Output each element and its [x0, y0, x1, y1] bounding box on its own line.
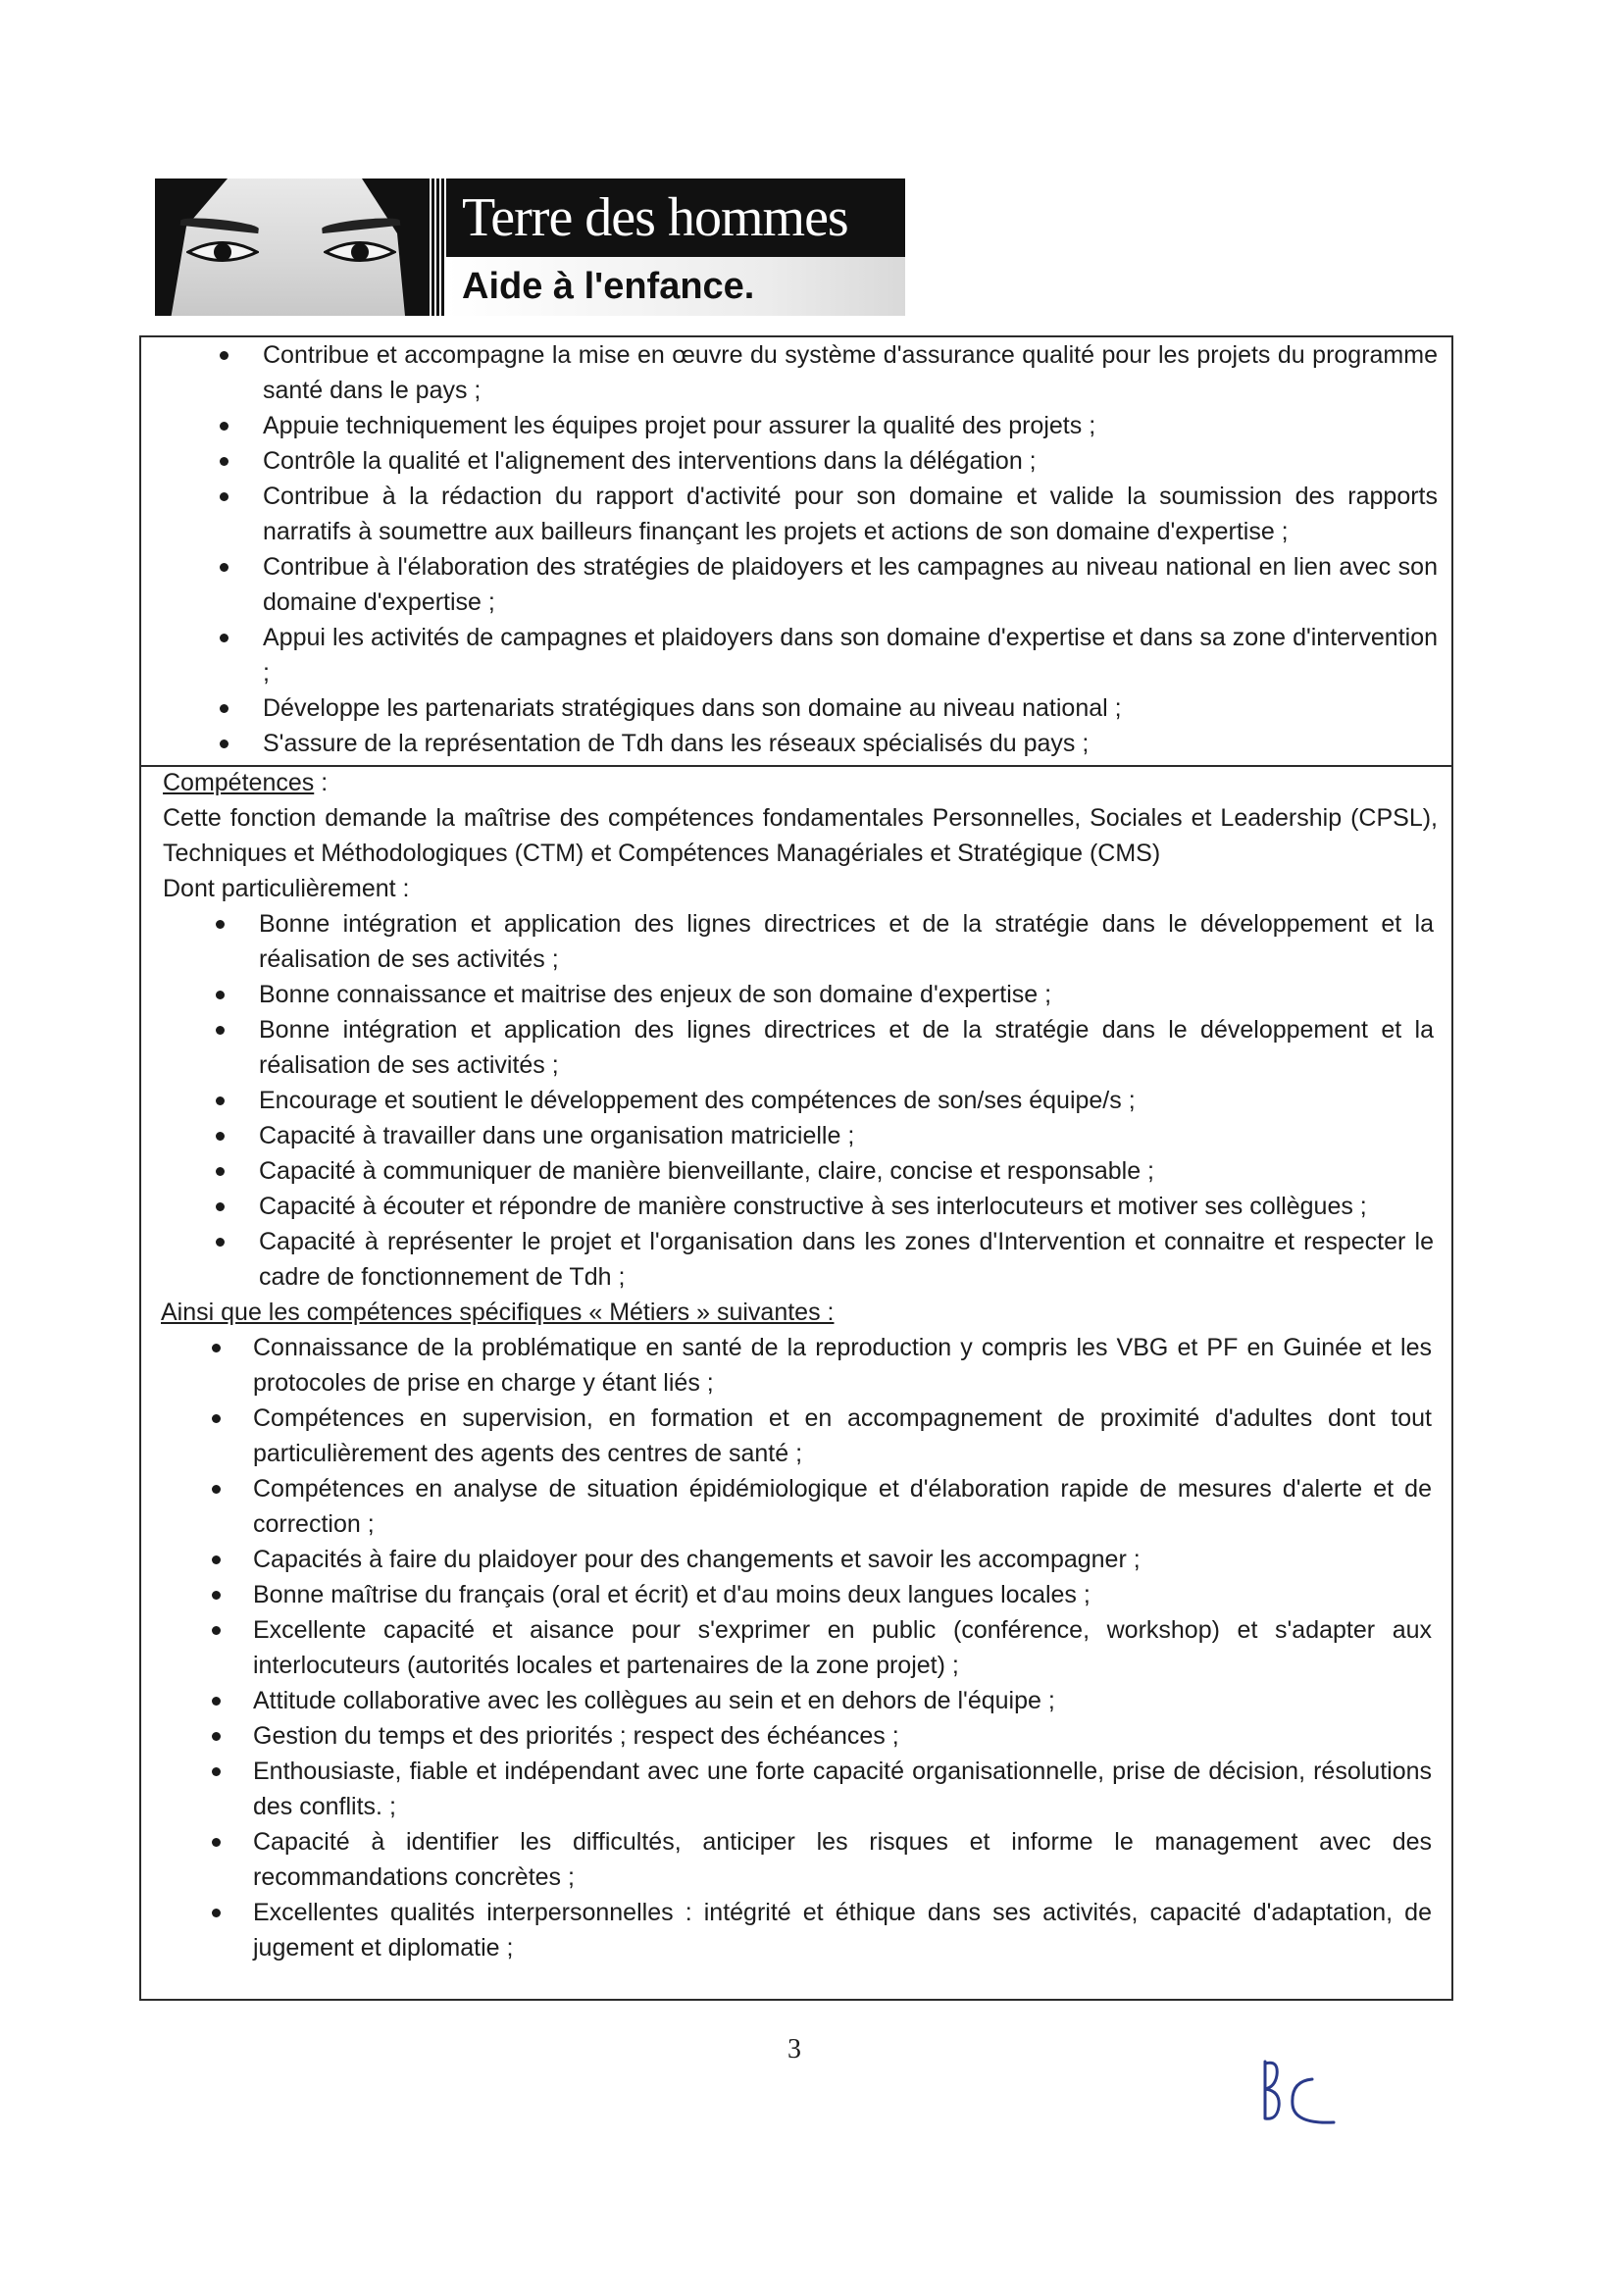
competences-heading-text: Compétences — [163, 769, 315, 796]
eye-left-icon — [186, 239, 259, 265]
list-item: Développe les partenariats stratégiques dans son domaine au niveau national ; — [263, 690, 1438, 726]
content-table — [139, 335, 1453, 2001]
list-item: Contribue à l'élaboration des stratégies de plaidoyers et les campagnes au niveau national en lien avec son domaine d'expertise ; — [263, 549, 1438, 620]
list-item: Compétences en supervision, en formation et en accompagnement de proximité d'adultes dont tout particulièrement des agents des centres de santé ; — [253, 1401, 1432, 1471]
list-item: Bonne intégration et application des lignes directrices et de la stratégie dans le développement et la réalisation de ses activités ; — [259, 906, 1434, 977]
list-item: Contribue à la rédaction du rapport d'activité pour son domaine et valide la soumission des rapports narratifs à soumettre aux bailleurs finançant les projets et actions de son domaine d'expertise ; — [263, 479, 1438, 549]
competences-intro: Cette fonction demande la maîtrise des compétences fondamentales Personnelles, Sociales et Leadership (CPSL), Techniques et Méthodologiques (CTM) et Compétences Managériales et Stratégique (CMS) — [163, 804, 1438, 867]
metiers-list — [141, 1330, 1451, 1965]
competences-list — [141, 906, 1451, 1295]
brand-subtitle: Aide à l'enfance. — [446, 257, 905, 316]
competences-heading — [163, 765, 1451, 800]
list-item: Capacités à faire du plaidoyer pour des changements et savoir les accompagner ; — [253, 1542, 1432, 1577]
list-item: Appuie techniquement les équipes projet pour assurer la qualité des projets ; — [263, 408, 1438, 443]
list-item: Compétences en analyse de situation épidémiologique et d'élaboration rapide de mesures d'alerte et de correction ; — [253, 1471, 1432, 1542]
list-item: Bonne maîtrise du français (oral et écrit) et d'au moins deux langues locales ; — [253, 1577, 1432, 1612]
eyebrow-right — [322, 216, 401, 233]
list-item: Capacité à représenter le projet et l'organisation dans les zones d'Intervention et connaitre et respecter le cadre de fonctionnement de Tdh ; — [259, 1224, 1434, 1295]
terre-des-hommes-logo — [155, 178, 905, 316]
list-item: S'assure de la représentation de Tdh dans les réseaux spécialisés du pays ; — [263, 726, 1438, 761]
handwritten-initials-icon — [1255, 2050, 1344, 2138]
page-number: 3 — [787, 2034, 801, 2065]
list-item: Contribue et accompagne la mise en œuvre du système d'assurance qualité pour les projets du programme santé dans le pays ; — [263, 337, 1438, 408]
list-item: Capacité à travailler dans une organisation matricielle ; — [259, 1118, 1434, 1153]
list-item: Capacité à identifier les difficultés, anticiper les risques et informe le management avec des recommandations concrètes ; — [253, 1824, 1432, 1895]
list-item: Encourage et soutient le développement des compétences de son/ses équipe/s ; — [259, 1083, 1434, 1118]
list-item: Capacité à communiquer de manière bienveillante, claire, concise et responsable ; — [259, 1153, 1434, 1189]
competences-intro-2: Dont particulièrement : — [163, 875, 410, 902]
list-item: Enthousiaste, fiable et indépendant avec une forte capacité organisationnelle, prise de décision, résolutions des conflits. ; — [253, 1754, 1432, 1824]
list-item: Bonne intégration et application des lignes directrices et de la stratégie dans le développement et la réalisation de ses activités ; — [259, 1012, 1434, 1083]
missions-list — [141, 337, 1451, 761]
list-item: Appui les activités de campagnes et plaidoyers dans son domaine d'expertise et dans sa zone d'intervention ; — [263, 620, 1438, 690]
list-item: Contrôle la qualité et l'alignement des interventions dans la délégation ; — [263, 443, 1438, 479]
logo-barcode-divider — [427, 178, 444, 316]
list-item: Capacité à écouter et répondre de manière constructive à ses interlocuteurs et motiver ses collègues ; — [259, 1189, 1434, 1224]
metiers-heading: Ainsi que les compétences spécifiques « Métiers » suivantes : — [161, 1299, 835, 1326]
list-item: Gestion du temps et des priorités ; respect des échéances ; — [253, 1718, 1432, 1754]
brand-title: Terre des hommes — [446, 178, 905, 257]
eyebrow-left — [180, 216, 260, 233]
missions-section — [141, 337, 1451, 761]
child-face-photo — [155, 178, 429, 316]
list-item: Excellente capacité et aisance pour s'exprimer en public (conférence, workshop) et s'adapter aux interlocuteurs (autorités locales et partenaires de la zone projet) ; — [253, 1612, 1432, 1683]
list-item: Connaissance de la problématique en santé de la reproduction y compris les VBG et PF en Guinée et les protocoles de prise en charge y étant liés ; — [253, 1330, 1432, 1401]
list-item: Bonne connaissance et maitrise des enjeux de son domaine d'expertise ; — [259, 977, 1434, 1012]
competences-section — [141, 765, 1451, 1965]
competences-heading-suffix: : — [314, 769, 329, 796]
list-item: Excellentes qualités interpersonnelles : intégrité et éthique dans ses activités, capacité d'adaptation, de jugement et diplomatie ; — [253, 1895, 1432, 1965]
eye-right-icon — [324, 239, 396, 265]
list-item: Attitude collaborative avec les collègues au sein et en dehors de l'équipe ; — [253, 1683, 1432, 1718]
